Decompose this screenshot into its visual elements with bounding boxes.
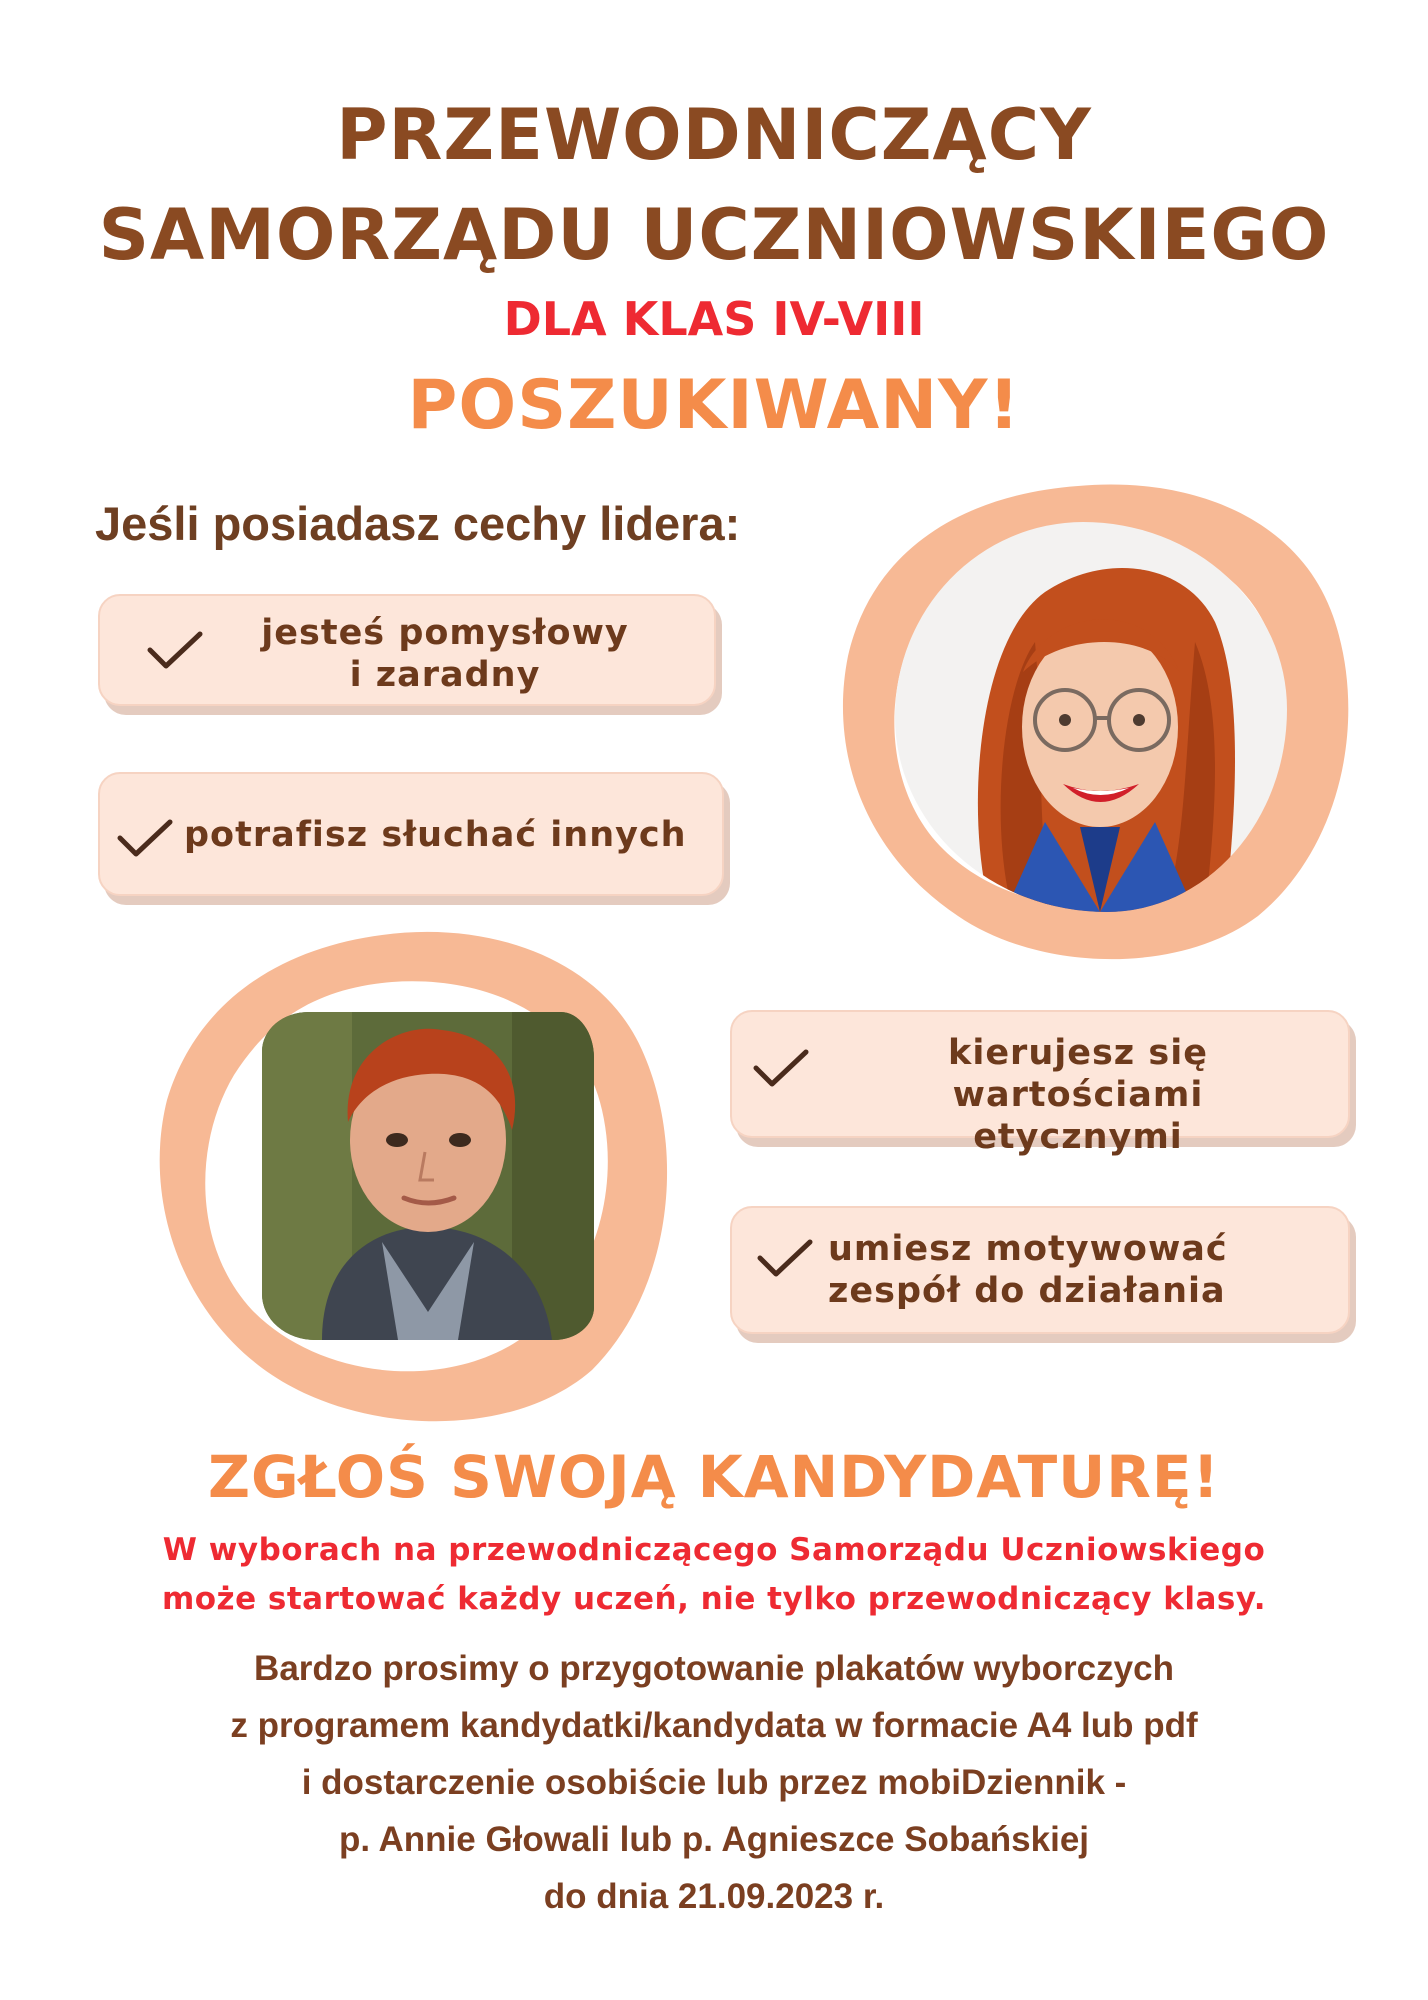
boy-portrait-image xyxy=(262,1012,594,1340)
subtitle: DLA KLAS IV-VIII xyxy=(503,292,925,346)
trait-4-line-2: zespół do działania xyxy=(828,1271,1226,1311)
note-line-1: W wyborach na przewodniczącego Samorządu Uczniowskiego xyxy=(162,1532,1266,1568)
info-line-4: p. Annie Głowali lub p. Agnieszce Sobańskiej xyxy=(338,1820,1090,1859)
trait-1-line-2: i zaradny xyxy=(349,655,541,695)
trait-card-3 xyxy=(730,1010,1350,1157)
eligibility-note xyxy=(0,1526,1428,1624)
trait-3-line-2: etycznymi xyxy=(973,1117,1183,1157)
title-line-1: PRZEWODNICZĄCY xyxy=(336,94,1092,176)
call-to-action-heading: ZGŁOŚ SWOJĄ KANDYDATURĘ! xyxy=(207,1443,1221,1511)
checkmark-icon xyxy=(756,1238,814,1278)
trait-card-4 xyxy=(730,1206,1350,1334)
checkmark-icon xyxy=(116,818,174,858)
note-line-2: może startować każdy uczeń, nie tylko przewodniczący klasy. xyxy=(161,1581,1267,1617)
info-line-3: i dostarczenie osobiście lub przez mobiDziennik - xyxy=(301,1763,1127,1802)
trait-1-line-1: jesteś pomysłowy xyxy=(261,613,629,653)
trait-card-1 xyxy=(98,594,716,706)
trait-2-line-1: potrafisz słuchać innych xyxy=(184,815,687,855)
info-line-5: do dnia 21.09.2023 r. xyxy=(543,1877,885,1916)
title-line-2: SAMORZĄDU UCZNIOWSKIEGO xyxy=(98,194,1330,276)
info-line-1: Bardzo prosimy o przygotowanie plakatów wyborczych xyxy=(254,1649,1174,1688)
trait-card-2 xyxy=(98,772,724,896)
checkmark-icon xyxy=(752,1048,810,1088)
wanted-heading: POSZUKIWANY! xyxy=(407,366,1021,445)
trait-3-line-1: kierujesz się wartościami xyxy=(948,1033,1208,1115)
boy-photo xyxy=(262,1012,594,1340)
checkmark-icon xyxy=(146,630,204,670)
submission-info xyxy=(0,1640,1428,1925)
trait-4-line-1: umiesz motywować xyxy=(828,1229,1228,1269)
info-line-2: z programem kandydatki/kandydata w formacie A4 lub pdf xyxy=(230,1706,1198,1745)
leader-traits-lead: Jeśli posiadasz cechy lidera: xyxy=(95,497,741,550)
